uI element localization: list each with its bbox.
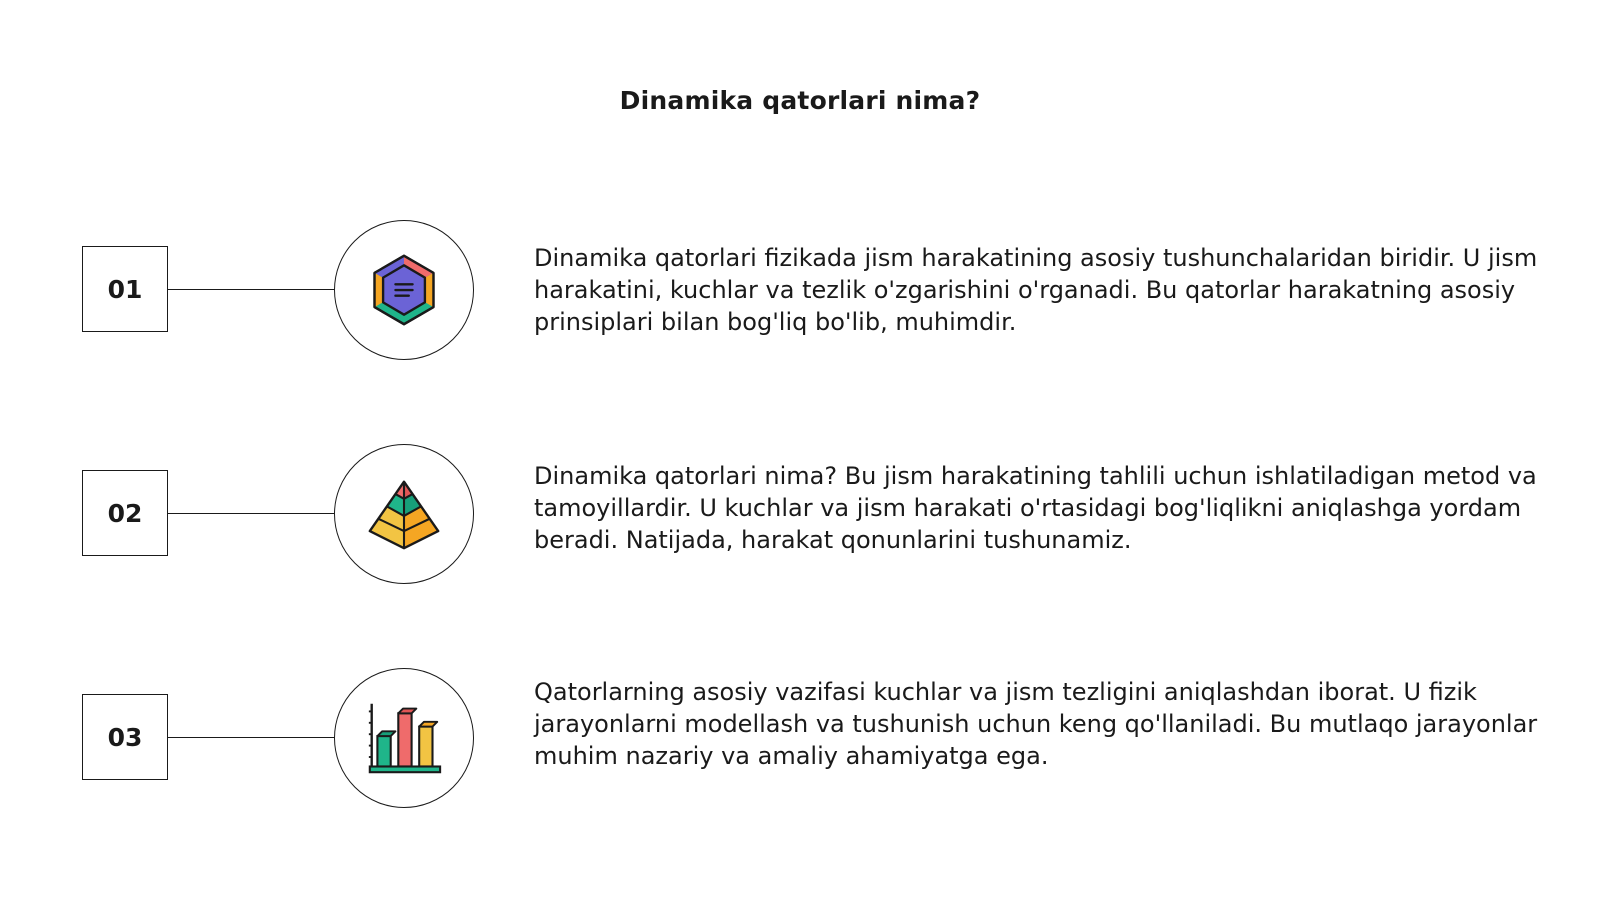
item-description: Dinamika qatorlari nima? Bu jism harakatining tahlili uchun ishlatiladigan metod va tamoyillardir. U kuchlar va jism harakati o'rtasidagi bog'liqlikni aniqlashga yordam beradi. Natijada, harakat qonunlarini tushunamiz. bbox=[534, 462, 1537, 554]
icon-circle bbox=[334, 668, 474, 808]
pyramid-icon bbox=[366, 476, 442, 552]
connector-line bbox=[168, 513, 334, 514]
step-number: 01 bbox=[107, 274, 143, 304]
list-item-1 bbox=[0, 220, 1600, 360]
step-number-box bbox=[82, 694, 168, 780]
icon-circle bbox=[334, 220, 474, 360]
item-description: Qatorlarning asosiy vazifasi kuchlar va jism tezligini aniqlashdan iborat. U fizik jarayonlarni modellash va tushunish uchun keng qo'llaniladi. Bu mutlaqo jarayonlar muhim nazariy va amaliy ahamiyatga ega. bbox=[534, 678, 1538, 770]
connector-line bbox=[168, 289, 334, 290]
step-number: 02 bbox=[107, 498, 143, 528]
page-title: Dinamika qatorlari nima? bbox=[619, 86, 981, 115]
item-description: Dinamika qatorlari fizikada jism harakatining asosiy tushunchalaridan biridir. U jism harakatini, kuchlar va tezlik o'zgarishini o'rganadi. Bu qatorlar harakatning asosiy prinsiplari bilan bog'liq bo'lib, muhimdir. bbox=[534, 244, 1538, 336]
hexagon-document-icon bbox=[366, 252, 442, 328]
step-number: 03 bbox=[107, 722, 143, 752]
step-number-box bbox=[82, 470, 168, 556]
list-item-3 bbox=[0, 668, 1600, 808]
step-number-box bbox=[82, 246, 168, 332]
connector-line bbox=[168, 737, 334, 738]
bar-chart-icon bbox=[366, 700, 442, 776]
list-item-2 bbox=[0, 444, 1600, 584]
icon-circle bbox=[334, 444, 474, 584]
